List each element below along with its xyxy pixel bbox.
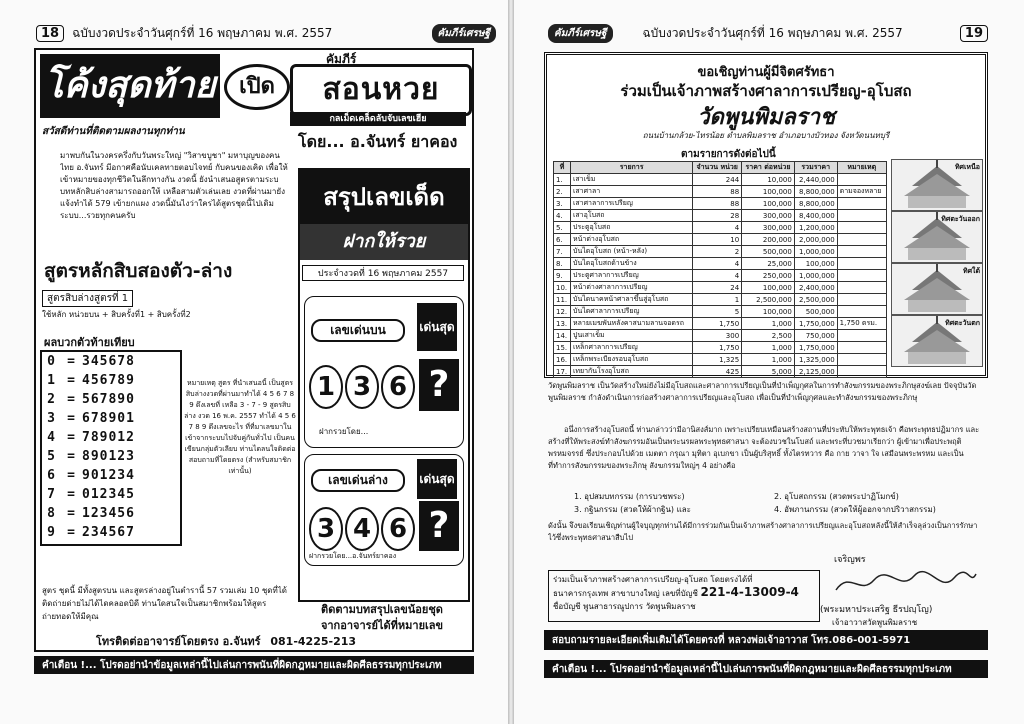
sum-table-row [42, 466, 180, 485]
sum-key: 0 [47, 354, 55, 369]
signer-title: เจ้าอาวาสวัดพูนพิมลราช [832, 618, 918, 627]
table-row [554, 318, 887, 330]
bottom-mystery-digit: ? [419, 501, 459, 551]
temple-illustration [891, 263, 983, 315]
table-row [554, 282, 887, 294]
karma-list [574, 490, 974, 516]
temple-direction-label: ทิศตะวันออก [941, 215, 980, 223]
table-cell: 1,000 [742, 318, 795, 330]
table-cell: 5 [693, 306, 742, 318]
table-cell [837, 270, 886, 282]
table-cell [837, 222, 886, 234]
sum-value: 890123 [82, 449, 135, 464]
table-cell [837, 342, 886, 354]
table-cell: 5. [554, 222, 571, 234]
table-cell: 13. [554, 318, 571, 330]
contact-phone: 081-4225-213 [270, 635, 357, 648]
sum-table-row [42, 447, 180, 466]
sum-value: 901234 [82, 468, 135, 483]
table-cell: 2,500,000 [794, 294, 837, 306]
contact-text: โทรติดต่ออาจารย์โดยตรง อ.จันทร์ [96, 635, 261, 648]
left-content-frame [34, 48, 474, 652]
table-cell: 25,000 [742, 258, 795, 270]
sum-table-row [42, 504, 180, 523]
column-header: ราคา ต่อหน่วย [742, 162, 795, 174]
formula-title: สูตรหลักสิบสองตัว-ล่าง [44, 260, 233, 282]
table-cell: บันไดอุโบสถด้านข้าง [571, 258, 693, 270]
table-cell [837, 198, 886, 210]
sum-key: 1 [47, 373, 55, 388]
table-row [554, 222, 887, 234]
table-cell: บันไดอุโบสถ (หน้า-หลัง) [571, 246, 693, 258]
table-cell: 1,000 [742, 342, 795, 354]
table-cell: บันไดนาคหน้าศาลาขึ้นสู่อุโบสถ [571, 294, 693, 306]
invite-sign: เจริญพร [834, 555, 866, 565]
table-cell: 100,000 [742, 186, 795, 198]
table-cell [837, 210, 886, 222]
table-cell: 2,125,000 [794, 366, 837, 378]
table-cell: เสาเข็ม [571, 174, 693, 186]
table-cell [837, 246, 886, 258]
banner-slogan: สวัสดีท่านที่ติดตามผลงานทุกท่าน [42, 126, 185, 137]
contact-line [96, 632, 356, 650]
table-cell: 100,000 [742, 198, 795, 210]
sum-value: 234567 [82, 525, 135, 540]
intro-paragraph: มาพบกันในวงครครึ่งกับวันพระใหญ่ "วิสาขบูชา" มหาบุญของคนไทย อ.จันทร์ มีอกาศคือนับเคลทายตอบไจทย์ กับคนของเคิด เพื่อให้เข้าหมายของทุกชีวิตในลึกทางกัน งวดนี้ ยังนำเสนอสูตรตามระบบทหลักสิบล่างสามารถออกให้ เหลือสามตัวเล่นเลย งวดที่ผ่านมายังแจ้งทำได้ 579 เข้ายกแผง งวดนี้มันไงว่าใครได้สูตรชุดนี้ไปเดิมระบบ...รวยทุกคนครับ [60, 151, 288, 220]
table-cell: 8,800,000 [794, 186, 837, 198]
table-cell: 7. [554, 246, 571, 258]
table-cell: 2. [554, 186, 571, 198]
table-cell: 1,750 ตรม. [837, 318, 886, 330]
top-digit-2: 3 [345, 365, 379, 409]
table-cell: 3. [554, 198, 571, 210]
karma-item-1: 1. อุปสมบทกรรม (การบวชพระ) [574, 492, 685, 501]
equals-sign: = [67, 430, 75, 445]
column-header: รายการ [571, 162, 693, 174]
table-cell: 9. [554, 270, 571, 282]
table-cell: 425 [693, 366, 742, 378]
table-cell: บันไดศาลาการเปรียญ [571, 306, 693, 318]
table-cell: ตามจองหลาย [837, 186, 886, 198]
table-cell: 4 [693, 222, 742, 234]
top-digit-1: 1 [309, 365, 343, 409]
banner-brand: คัมภีร์ [326, 52, 357, 66]
sum-value: 678901 [82, 411, 135, 426]
table-cell [837, 258, 886, 270]
sum-key: 3 [47, 411, 55, 426]
table-cell: 1,750,000 [794, 318, 837, 330]
page-number: 18 [36, 25, 64, 42]
equals-sign: = [67, 487, 75, 502]
table-cell: เสาศาลาการเปรียญ [571, 198, 693, 210]
table-cell: หลายเมฆพันหลังคาสนามลานจอดรถ [571, 318, 693, 330]
top-number-box [304, 296, 464, 448]
table-cell: ปูนเสาเข็ม [571, 330, 693, 342]
footer-note: สูตร ชุดนี้ มีทั้งสูตรบน และสูตรล่างอยู่ในตำรานี้ 57 รวมเล่ม 10 ชุดที่ได้ติดถ่ายด่ายไม่ได้ไดคลอดบิดี ท่านใดสนใจเป็นสมาชิกพร้อมให้สูตรถ่ายทอดให้มีคุณ [42, 586, 287, 621]
follow-text-line-2: จากอาจารย์ได้ที่หมายเลข [320, 619, 444, 632]
banner-tagline: กลเม็ดเคล็ดลับจับเลขเฮีย [290, 112, 466, 126]
temple-illustrations [891, 159, 983, 369]
temple-illustration [891, 211, 983, 263]
left-page [0, 0, 508, 724]
table-cell: 500,000 [742, 246, 795, 258]
table-row [554, 366, 887, 378]
left-warning-bar: คำเตือน !... โปรดอย่านำข้อมูลเหล่านี้ไปเล่นการพนันที่ผิดกฎหมายและผิดศีลธรรมทุกประเภท [34, 656, 474, 674]
table-cell [837, 330, 886, 342]
table-cell: 100,000 [742, 306, 795, 318]
sum-table [40, 350, 182, 546]
banner-subtitle: สอนหวย [290, 64, 472, 116]
bottom-digit-2: 4 [345, 507, 379, 551]
table-cell: 1,200,000 [794, 222, 837, 234]
equals-sign: = [67, 468, 75, 483]
table-cell: ประตูศาลาการเปรียญ [571, 270, 693, 282]
temple-direction-label: ทิศเหนือ [954, 163, 980, 171]
table-row [554, 186, 887, 198]
sum-value: 345678 [82, 354, 135, 369]
table-cell: 1,000,000 [794, 246, 837, 258]
equals-sign: = [67, 373, 75, 388]
donate-line-3: ชื่อบัญชี พูนสาธารณูปการ วัดพูนพิมลราช [553, 602, 696, 611]
donation-table [553, 161, 887, 378]
table-cell: 4 [693, 258, 742, 270]
table-cell: 2,000,000 [794, 234, 837, 246]
table-cell: 100,000 [794, 258, 837, 270]
invite-line-2: ร่วมเป็นเจ้าภาพสร้างศาลาการเปรียญ-อุโบสถ [620, 82, 912, 100]
column-header: ที่ [554, 162, 571, 174]
table-cell: 1,750 [693, 342, 742, 354]
table-cell: 1,325 [693, 354, 742, 366]
table-cell: 200,000 [742, 234, 795, 246]
banner-main-title: โค้งสุดท้าย [40, 54, 220, 118]
sum-value: 567890 [82, 392, 135, 407]
table-row [554, 246, 887, 258]
sum-key: 7 [47, 487, 55, 502]
column-header: รวมราคา [794, 162, 837, 174]
column-header: หมายเหตุ [837, 162, 886, 174]
invite-line-1: ขอเชิญท่านผู้มีจิตศรัทธา [697, 65, 835, 80]
table-row [554, 198, 887, 210]
follow-text-line-1: ติดตามบทสรุปเลขน้อยชุด [321, 603, 443, 616]
follow-text [298, 602, 466, 634]
sum-table-row [42, 371, 180, 390]
table-cell: 1,325,000 [794, 354, 837, 366]
table-cell [837, 366, 886, 378]
table-cell: 500,000 [794, 306, 837, 318]
right-page [514, 0, 1024, 724]
sum-key: 2 [47, 392, 55, 407]
table-cell: 11. [554, 294, 571, 306]
karma-item-2: 2. อุโบสถกรรม (สวดพระปาฏิโมกข์) [774, 492, 899, 501]
table-cell: 28 [693, 210, 742, 222]
sum-key: 8 [47, 506, 55, 521]
table-cell: 1 [693, 294, 742, 306]
sum-key: 9 [47, 525, 55, 540]
temple-illustration [891, 159, 983, 211]
sum-key: 5 [47, 449, 55, 464]
table-cell: 88 [693, 186, 742, 198]
side-note: หมายเหตุ สูตร ที่นำเสนอนี้ เป็นสูตร สิบล่างงวดที่ผ่านมาทำได้ 4 5 6 7 8 9 ดึงเลขที่ เหลือ 3 - 7 - 9 สูตรสิบล่าง งวด 16 พ.ค. 2557 ทำได้ 4 5 6 7 8 9 ดึงเลขจะไร ที่ที่มาเลขมาในเข้าจากระบบไปจับคู่กันทั่วไป เป็นคนเขียนกลุ่มตัวเลียบ ท่านไดลนใจติดต่อสอบถามที่โดยตรง (สำหรับสมาชิกเท่านั้น) [184, 379, 296, 475]
top-number-note: ฝากรวยโดย... [319, 427, 369, 436]
table-cell: 16. [554, 354, 571, 366]
equals-sign: = [67, 392, 75, 407]
account-number: 221-4-13009-4 [700, 585, 799, 599]
equals-sign: = [67, 411, 75, 426]
table-cell: เหล็กศาลาการเปรียญ [571, 342, 693, 354]
karma-item-3: 3. กฐินกรรม (สวดให้ผ้ากฐิน) และ [574, 505, 691, 514]
table-cell: 17. [554, 366, 571, 378]
table-row [554, 210, 887, 222]
temple-direction-label: ทิศตะวันตก [945, 319, 980, 327]
table-cell: 2,500,000 [742, 294, 795, 306]
issue-date-header: ฉบับงวดประจำวันศุกร์ที่ 16 พฤษภาคม พ.ศ. 2557 [642, 25, 903, 40]
bottom-digits [309, 507, 417, 551]
list-title: ตามรายการดังต่อไปนี้ [681, 149, 776, 160]
table-cell: เทยากันโรงอุโบสถ [571, 366, 693, 378]
table-cell: 1,750 [693, 318, 742, 330]
bottom-digit-3: 6 [381, 507, 415, 551]
table-row [554, 270, 887, 282]
table-cell: 100,000 [742, 282, 795, 294]
table-cell: 1,000 [742, 354, 795, 366]
sum-table-title: ผลบวกตัวท้ายเทียบ [44, 336, 135, 349]
table-row [554, 234, 887, 246]
table-cell: 2,500 [742, 330, 795, 342]
table-row [554, 354, 887, 366]
top-digit-3: 6 [381, 365, 415, 409]
right-page-header [548, 22, 988, 44]
table-cell: 1,750,000 [794, 342, 837, 354]
table-cell: 750,000 [794, 330, 837, 342]
table-cell: 244 [693, 174, 742, 186]
table-cell [837, 174, 886, 186]
table-cell: 300,000 [742, 222, 795, 234]
table-cell [837, 354, 886, 366]
temple-illustration [891, 315, 983, 367]
bottom-number-note: ฝากรวยโดย...อ.จันทร์ยาคอง [309, 552, 397, 560]
sum-table-row [42, 390, 180, 409]
table-cell: ประตูอุโบสถ [571, 222, 693, 234]
bottom-number-box [304, 454, 464, 566]
body-paragraph-3: ดังนั้น จึงขอเรียนเชิญท่านผู้ใจบุญทุกท่านได้มีการร่วมกันเป็นเจ้าภาพสร้างศาลาการเปรียญและอุโบสถหลังนี้ให้สำเร็จลุล่วงเป็นการรักษาไว้ซึ่งพระพุทธศาสนาสืบไป [548, 521, 978, 542]
table-cell: 1. [554, 174, 571, 186]
table-cell: หน้าต่างศาลาการเปรียญ [571, 282, 693, 294]
table-row [554, 294, 887, 306]
sum-key: 4 [47, 430, 55, 445]
equals-sign: = [67, 525, 75, 540]
table-row [554, 306, 887, 318]
sum-value: 012345 [82, 487, 135, 502]
table-cell: เหล็กพระเบียงรอบอุโบสถ [571, 354, 693, 366]
sum-table-row [42, 428, 180, 447]
table-row [554, 258, 887, 270]
table-row [554, 342, 887, 354]
table-cell: 5,000 [742, 366, 795, 378]
table-row [554, 174, 887, 186]
table-cell [837, 306, 886, 318]
top-best-badge: เด่นสุด [417, 303, 457, 351]
page-number: 19 [960, 25, 988, 42]
summary-title: สรุปเลขเด็ด [300, 170, 468, 224]
table-cell: 300 [693, 330, 742, 342]
summary-box [298, 168, 470, 602]
equals-sign: = [67, 506, 75, 521]
table-cell [837, 282, 886, 294]
table-cell [837, 294, 886, 306]
summary-date: ประจำงวดที่ 16 พฤษภาคม 2557 [302, 265, 464, 281]
body-paragraph-2: อนึ่งการสร้างอุโบสถนี้ ท่านกล่าวว่ามีอานิสงส์มาก เพราะเปรียบเหมือนสร้างสถานที่ประทับให้พระพุทธเจ้า คือพระพุทธปฏิมากร และสร้างที่ให้พระสงฆ์ทำสังฆกรรมอันเป็นพระนรผลพระพุทธศาสนา จะต้องบวชในโบสถ์ และพระที่บวชมาเรียกว่า ผู้เข้ามาเพื่อประพฤติพรหมจรรย์ ซึ่งประกอบไปด้วย เมตตา กรุณา มุทิตา อุเบกขา เป็นผู้บริสุทธิ์ ทั้งไตรทวาร คือ กาย วาจา ใจ เสมือนพระพรหม และเป็นที่ทำการสังฆกรรมของพระภิกษุ สังฆกรรมใหญ่ๆ 4 อย่างคือ [548, 425, 980, 470]
table-cell: 10. [554, 282, 571, 294]
table-cell: 2 [693, 246, 742, 258]
bottom-number-label: เลขเด่นล่าง [311, 469, 405, 492]
table-cell: 250,000 [742, 270, 795, 282]
sum-table-row [42, 352, 180, 371]
sum-table-row [42, 485, 180, 504]
bottom-digit-1: 3 [309, 507, 343, 551]
karma-item-4: 4. อัพภานกรรม (สวดให้ผู้ออกจากปริวาสกรรม) [774, 505, 936, 514]
contact-bar: สอบถามรายละเอียดเพิ่มเติมได้โดยตรงที่ หลวงพ่อเจ้าอาวาส โทร.086-001-5971 [544, 630, 988, 650]
sum-value: 123456 [82, 506, 135, 521]
donation-account-box [548, 570, 820, 622]
temple-address: ถนนบ้านกล้วย-ไทรน้อย ตำบลพิมลราช อำเภอบางบัวทอง จังหวัดนนทบุรี [642, 131, 890, 140]
table-cell: 300,000 [742, 210, 795, 222]
table-cell: 6. [554, 234, 571, 246]
formula-description: ใช้หลัก หน่วยบน + สิบครั้งที่1 + สิบครั้งที่2 [42, 310, 191, 319]
equals-sign: = [67, 449, 75, 464]
signature-image [830, 566, 980, 600]
table-row [554, 330, 887, 342]
table-cell: 1,000,000 [794, 270, 837, 282]
sum-key: 6 [47, 468, 55, 483]
table-cell: 4 [693, 270, 742, 282]
table-cell: หน้าต่างอุโบสถ [571, 234, 693, 246]
temple-direction-label: ทิศใต้ [962, 267, 980, 275]
sum-table-row [42, 523, 180, 542]
table-cell: 88 [693, 198, 742, 210]
table-cell: 10,000 [742, 174, 795, 186]
sum-value: 456789 [82, 373, 135, 388]
top-mystery-digit: ? [419, 359, 459, 411]
table-cell: 4. [554, 210, 571, 222]
body-paragraph-1: วัดพูนพิมลราช เป็นวัดสร้างใหม่ยังไม่มีอุโบสถและศาลาการเปรียญเป็นที่บำเพ็ญกุศลในการทำสังฆกรรมของพระภิกษุสงฆ์เลย ปัจจุบันวัดพูนพิมลราช กำลังดำเนินการก่อสร้างศาลาการเปรียญและอุโบสถ เพื่อเป็นที่บำเพ็ญกุศลและทำสังฆกรรมของพระภิกษุ [548, 381, 977, 402]
bottom-best-badge: เด่นสุด [417, 459, 457, 499]
table-cell: 8,400,000 [794, 210, 837, 222]
table-cell: 24 [693, 282, 742, 294]
top-digits [309, 365, 417, 409]
sum-value: 789012 [82, 430, 135, 445]
sum-table-row [42, 409, 180, 428]
table-cell: 10 [693, 234, 742, 246]
magazine-logo: คัมภีร์เศรษฐี [432, 24, 497, 43]
left-page-header [36, 22, 496, 44]
column-header: จำนวน หน่วย [693, 162, 742, 174]
top-number-label: เลขเด่นบน [311, 319, 405, 342]
summary-subtitle: ฝากให้รวย [300, 224, 468, 260]
banner-open-badge: เปิด [224, 64, 290, 110]
magazine-logo: คัมภีร์เศรษฐี [548, 24, 613, 43]
table-cell [837, 234, 886, 246]
right-warning-bar: คำเตือน !... โปรดอย่านำข้อมูลเหล่านี้ไปเล่นการพนันที่ผิดกฎหมายและผิดศีลธรรมทุกประเภท [544, 660, 988, 678]
table-cell: 15. [554, 342, 571, 354]
table-cell: 12. [554, 306, 571, 318]
table-cell: 8. [554, 258, 571, 270]
signer-name: (พระมหาประเสริฐ ธีรปญฺโญ) [820, 605, 933, 615]
table-cell: 2,440,000 [794, 174, 837, 186]
table-cell: เสาศาลา [571, 186, 693, 198]
temple-name: วัดพูนพิมลราช [697, 105, 835, 130]
issue-date-header: ฉบับงวดประจำวันศุกร์ที่ 16 พฤษภาคม พ.ศ. 2557 [72, 25, 333, 40]
donate-line-1: ร่วมเป็นเจ้าภาพสร้างศาลาการเปรียญ-อุโบสถ โดยตรงได้ที่ [553, 575, 753, 584]
table-cell: 8,800,000 [794, 198, 837, 210]
table-cell: 14. [554, 330, 571, 342]
donation-frame [544, 52, 988, 378]
table-header-row [554, 162, 887, 174]
equals-sign: = [67, 354, 75, 369]
table-cell: เสาอุโบสถ [571, 210, 693, 222]
donate-line-2: ธนาคารกรุงเทพ สาขาบางใหญ่ เลขที่บัญชี [553, 589, 698, 598]
banner-author: โดย... อ.จันทร์ ยาคอง [298, 132, 458, 151]
formula-subtitle: สูตรสิบล่างสูตรที่ 1 [42, 290, 133, 307]
table-cell: 2,400,000 [794, 282, 837, 294]
